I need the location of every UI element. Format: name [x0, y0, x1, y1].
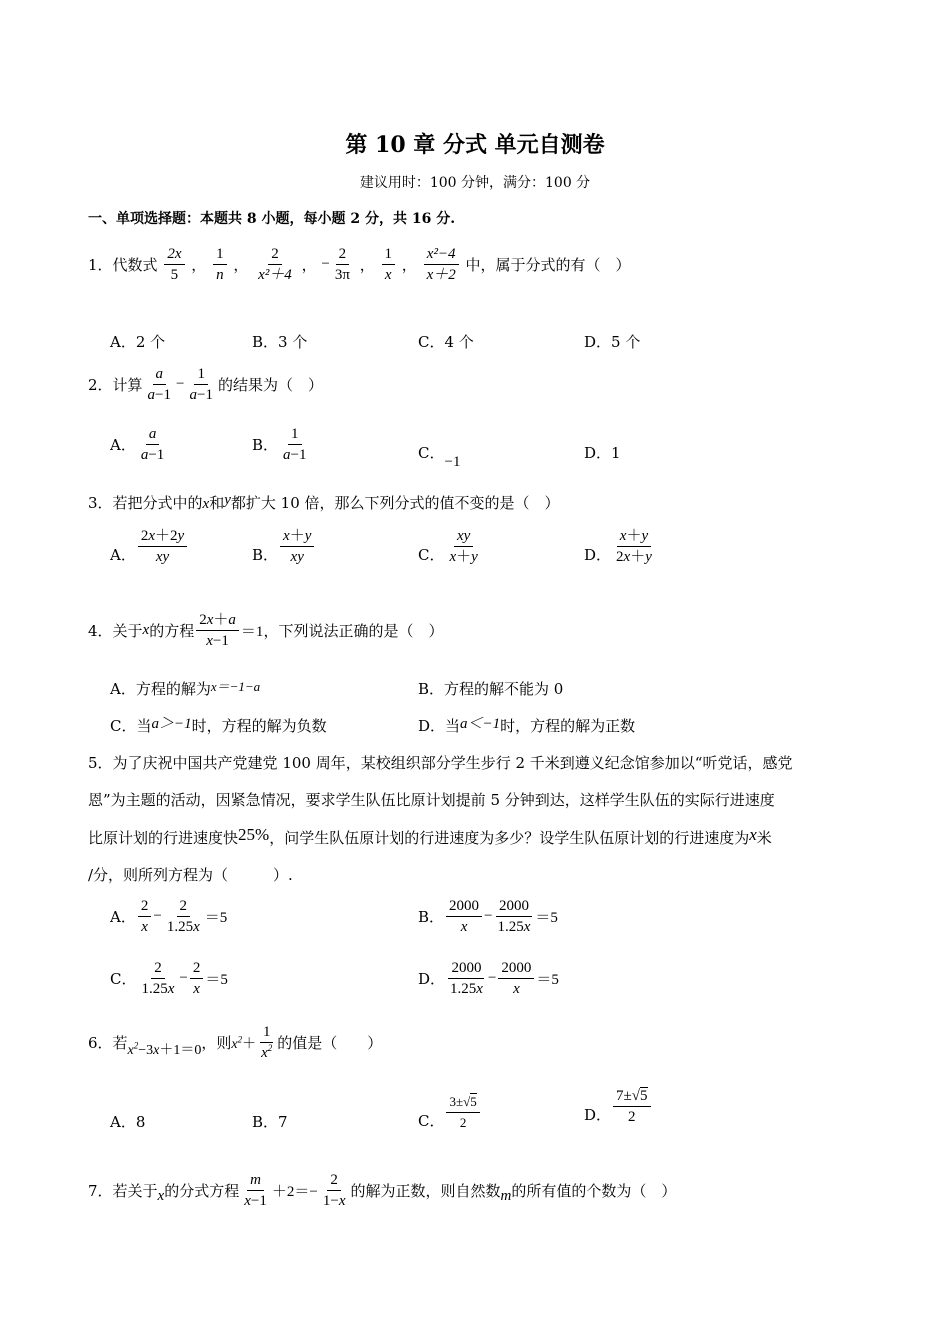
q5-option-b: B． $\frac{2000}{x}$ − $\frac{2000}{1.25x}$ ＝5 — [418, 898, 558, 935]
q5-option-c: C． $\frac{2}{1.25x}$ − $\frac{2}{x}$ ＝5 — [110, 960, 228, 997]
q2-option-c: C．−1 — [418, 444, 461, 470]
q1-frac-5: $\frac{1}{x}$ — [382, 246, 396, 283]
q1-frac-3: $\frac{2}{\text{x²＋4}}$ — [258, 246, 292, 283]
q1-option-c: C．4 个 — [418, 333, 474, 351]
question-2: 2．计算 $\frac{a}{a-1}$ − $\frac{1}{a-1}$ 的结果为（ ） — [88, 366, 323, 403]
q1-option-a: A．2 个 — [110, 333, 166, 351]
q5-option-d: D． $\frac{2000}{1.25x}$ − $\frac{2000}{x}$ ＝5 — [418, 960, 559, 997]
q3-option-d: D． $\frac{x+y}{2x+y}$ — [584, 528, 652, 565]
q3-option-c: C． $\frac{xy}{x+y}$ — [418, 528, 478, 565]
question-4: 4．关于x的方程 $\frac{2x+a}{x-1}$ ＝1，下列说法正确的是（ ） — [88, 612, 444, 649]
q5-option-a: A． $\frac{2}{x}$ − $\frac{2}{1.25x}$ ＝5 — [110, 898, 228, 935]
q2-frac-b: $\frac{1}{a-1}$ — [189, 366, 213, 403]
q3-option-a: A． $\frac{2x+2y}{xy}$ — [110, 528, 189, 565]
q2-option-a: A． $\frac{a}{a-1}$ — [110, 426, 165, 463]
q3-option-b: B． $\frac{x+y}{xy}$ — [252, 528, 316, 565]
q2-option-d: D．1 — [584, 444, 621, 462]
q6-option-a: A．8 — [110, 1113, 146, 1131]
question-2-tail: 的结果为（ ） — [217, 376, 323, 394]
question-1: 1．代数式 $\frac{2x}{5}$ ， $\frac{1}{n}$ ， $\frac{2}{\text{x²＋4}}$ ， − $\frac{2}{3\pi}$ ， $\frac{1}{x}$ ， $\frac{\text{x²−4}}{x+2}$ 中，属于分式的有（ ） — [88, 246, 631, 283]
page-subtitle: 建议用时：100 分钟，满分：100 分 — [359, 175, 591, 191]
q6-option-d: D． $\frac{7\pm√5}{2}$ — [584, 1088, 653, 1125]
question-1-number: 1．代数式 — [88, 256, 158, 274]
page-title: 第 10 章 分式 单元自测卷 — [345, 132, 605, 158]
q1-frac-4: $\frac{2}{3\pi}$ — [334, 246, 350, 283]
q4-option-a: A．方程的解为x＝−1−a — [110, 679, 261, 698]
question-3: 3．若把分式中的x和y都扩大 10 倍，那么下列分式的值不变的是（ ） — [88, 492, 560, 512]
question-1-tail: 中，属于分式的有（ ） — [465, 256, 631, 274]
question-5: 5．为了庆祝中国共产党建党 100 周年，某校组织部分学生步行 2 千米到遵义纪念馆参加以“听党话，感党 恩”为主题的活动，因紧急情况，要求学生队伍比原计划提前 5 分钟到达，这样学生队伍的实际行进速度 比原计划的行进速度快25%，问学生队伍原计划的行进速度为多少？设学生队伍原计划的行进速度为x米 /分，则所列方程为（ ）. — [88, 754, 793, 884]
q1-option-d: D．5 个 — [584, 333, 641, 351]
q2-option-b: B． $\frac{1}{a-1}$ — [252, 426, 307, 463]
section-heading: 一、单项选择题：本题共 8 小题，每小题 2 分，共 16 分. — [88, 211, 456, 227]
q1-frac-2: $\frac{1}{n}$ — [213, 246, 227, 283]
question-7: 7．若关于x的分式方程 $\frac{m}{x-1}$ ＋2＝− $\frac{2}{1-x}$ 的解为正数，则自然数m的所有值的个数为（ ） — [88, 1172, 677, 1209]
q4-option-b: B．方程的解不能为 0 — [418, 680, 564, 698]
q1-frac-6: $\frac{\text{x²−4}}{x+2}$ — [424, 246, 459, 283]
q4-option-d: D．当a＜−1时，方程的解为正数 — [418, 716, 636, 735]
q6-option-c: C． $\frac{3\pm√5}{2}$ — [418, 1094, 482, 1131]
q6-option-b: B．7 — [252, 1113, 288, 1131]
question-2-number: 2．计算 — [88, 376, 143, 394]
q1-option-b: B．3 个 — [252, 333, 308, 351]
question-6: 6．若$x^2-3x+1=0$，则$x^2+$ $\frac{1}{x^2}$ 的值是（ ） — [88, 1024, 383, 1061]
q4-option-c: C．当a＞−1时，方程的解为负数 — [110, 716, 327, 735]
q1-frac-1: $\frac{2x}{5}$ — [164, 246, 184, 283]
q2-frac-a: $\frac{a}{a-1}$ — [147, 366, 172, 403]
